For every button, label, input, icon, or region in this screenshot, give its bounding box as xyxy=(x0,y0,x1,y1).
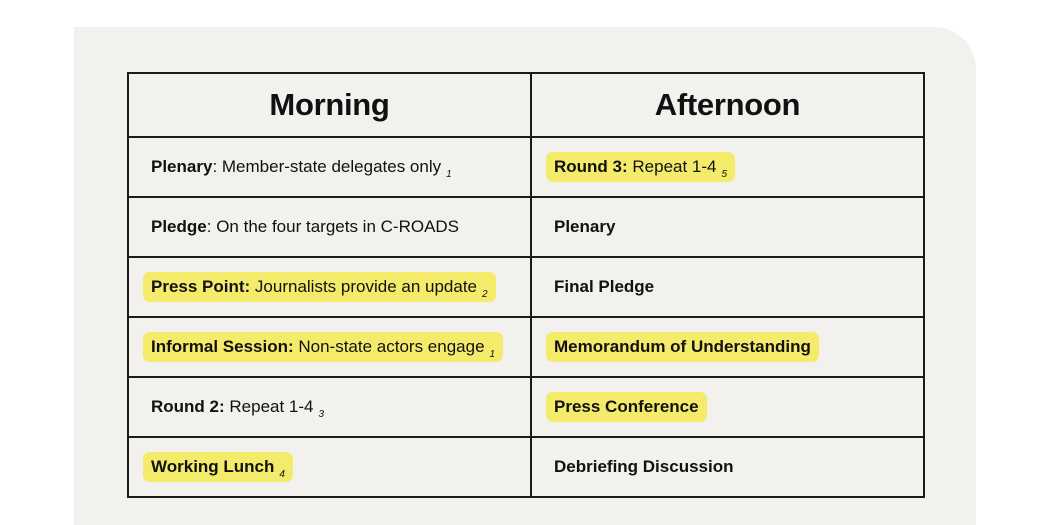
table-row xyxy=(128,137,924,197)
afternoon-cell xyxy=(531,257,924,317)
afternoon-cell xyxy=(531,317,924,377)
session-separator: : xyxy=(212,157,218,176)
table-row xyxy=(128,437,924,497)
footnote-number: 4 xyxy=(279,469,285,480)
morning-cell xyxy=(128,317,531,377)
session-entry xyxy=(143,152,460,182)
afternoon-header: Afternoon xyxy=(531,73,924,137)
afternoon-cell xyxy=(531,197,924,257)
session-entry-highlighted xyxy=(546,152,735,182)
table-row xyxy=(128,317,924,377)
session-entry-highlighted xyxy=(143,272,496,302)
session-entry xyxy=(546,272,662,302)
morning-cell xyxy=(128,437,531,497)
footnote-number: 1 xyxy=(446,169,452,180)
footnote-number: 2 xyxy=(482,289,488,300)
morning-cell xyxy=(128,197,531,257)
session-entry-highlighted xyxy=(143,332,503,362)
afternoon-cell xyxy=(531,437,924,497)
morning-header: Morning xyxy=(128,73,531,137)
session-entry-highlighted xyxy=(143,452,293,482)
session-label: Memorandum of Understanding xyxy=(554,337,811,356)
session-description: On the four targets in C-ROADS xyxy=(211,217,460,236)
session-label: Plenary xyxy=(151,157,213,176)
table-row xyxy=(128,377,924,437)
session-description: Member-state delegates only xyxy=(217,157,442,176)
footnote-number: 3 xyxy=(318,409,325,420)
session-label: Press Conference xyxy=(554,397,699,416)
footnote-number: 1 xyxy=(489,349,496,360)
session-description: Non-state actors engage xyxy=(293,337,485,356)
session-entry xyxy=(546,212,623,242)
session-entry-highlighted xyxy=(546,332,819,362)
table-row xyxy=(128,197,924,257)
session-entry xyxy=(143,392,332,422)
session-description: Journalists provide an update xyxy=(250,277,478,296)
session-label: Press Point: xyxy=(151,277,251,296)
morning-cell xyxy=(128,137,531,197)
session-entry xyxy=(143,212,467,242)
session-label: Round 2: xyxy=(151,397,225,416)
footnote-number: 5 xyxy=(721,169,728,180)
session-entry-highlighted xyxy=(546,392,707,422)
header-row xyxy=(128,73,924,137)
session-label: Pledge xyxy=(151,217,207,236)
session-label: Informal Session: xyxy=(151,337,294,356)
session-label: Round 3: xyxy=(554,157,628,176)
session-label: Debriefing Discussion xyxy=(554,457,734,476)
morning-cell xyxy=(128,257,531,317)
session-label: Final Pledge xyxy=(554,277,655,296)
afternoon-cell xyxy=(531,137,924,197)
session-description: Repeat 1-4 xyxy=(627,157,717,176)
morning-cell xyxy=(128,377,531,437)
afternoon-cell xyxy=(531,377,924,437)
session-entry xyxy=(546,452,741,482)
session-description: Repeat 1-4 xyxy=(224,397,314,416)
table-row xyxy=(128,257,924,317)
session-label: Plenary xyxy=(554,217,616,236)
schedule-table xyxy=(127,72,925,498)
session-label: Working Lunch xyxy=(151,457,275,476)
session-separator: : xyxy=(206,217,212,236)
